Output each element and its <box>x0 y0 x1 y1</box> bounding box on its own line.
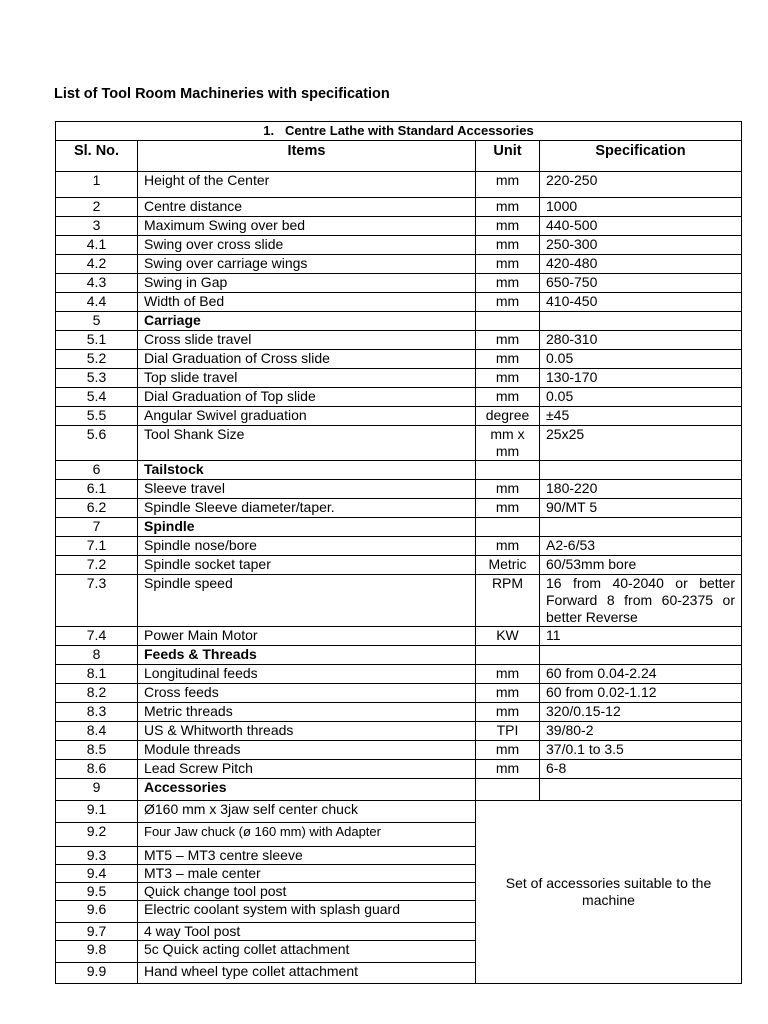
row-specification: 0.05 <box>540 350 742 369</box>
row-unit: mm <box>476 760 540 779</box>
row-number: 9.8 <box>56 941 138 963</box>
row-number: 4.3 <box>56 274 138 293</box>
header-items: Items <box>138 141 476 172</box>
row-number: 9 <box>56 779 138 801</box>
row-specification: 180-220 <box>540 480 742 499</box>
row-number: 5.4 <box>56 388 138 407</box>
row-unit: mm <box>476 293 540 312</box>
row-unit: mm <box>476 198 540 217</box>
row-number: 8.5 <box>56 741 138 760</box>
row-unit: mm <box>476 388 540 407</box>
accessory-rows <box>56 801 742 984</box>
row-unit: mm <box>476 703 540 722</box>
table-row <box>56 274 742 293</box>
row-item: Spindle Sleeve diameter/taper. <box>138 499 476 518</box>
row-item: Dial Graduation of Top slide <box>138 388 476 407</box>
row-item: Width of Bed <box>138 293 476 312</box>
group-heading: Tailstock <box>138 461 476 480</box>
section-title-text: Centre Lathe with Standard Accessories <box>284 123 534 138</box>
row-item: Centre distance <box>138 198 476 217</box>
row-item: Swing over carriage wings <box>138 255 476 274</box>
row-specification: 420-480 <box>540 255 742 274</box>
accessory-item: Ø160 mm x 3jaw self center chuck <box>138 801 476 823</box>
row-item: Swing in Gap <box>138 274 476 293</box>
row-unit: Metric <box>476 556 540 575</box>
row-unit: mm <box>476 480 540 499</box>
row-unit: mm <box>476 217 540 236</box>
table-row <box>56 537 742 556</box>
row-specification: 16 from 40-2040 or better Forward 8 from 60-2375 or better Reverse <box>540 575 742 627</box>
group-heading: Spindle <box>138 518 476 537</box>
row-unit: mm <box>476 255 540 274</box>
row-item: Spindle speed <box>138 575 476 627</box>
row-number: 9.9 <box>56 963 138 984</box>
row-unit <box>476 779 540 801</box>
accessory-item: Four Jaw chuck (ø 160 mm) with Adapter <box>138 823 476 847</box>
row-number: 5.1 <box>56 331 138 350</box>
row-unit: mm <box>476 741 540 760</box>
table-row <box>56 407 742 426</box>
table-row <box>56 760 742 779</box>
table-row <box>56 426 742 461</box>
group-heading: Carriage <box>138 312 476 331</box>
accessory-item: MT3 – male center <box>138 865 476 883</box>
table-row <box>56 722 742 741</box>
table-row <box>56 388 742 407</box>
accessory-row <box>56 801 742 823</box>
row-number: 5 <box>56 312 138 331</box>
row-unit <box>476 518 540 537</box>
table-row <box>56 779 742 801</box>
table-row <box>56 217 742 236</box>
group-heading: Accessories <box>138 779 476 801</box>
row-specification: 440-500 <box>540 217 742 236</box>
spec-rows <box>56 172 742 801</box>
accessory-item: Quick change tool post <box>138 883 476 901</box>
row-item: Module threads <box>138 741 476 760</box>
column-header-row <box>56 141 742 172</box>
row-specification: 25x25 <box>540 426 742 461</box>
section-header-row <box>56 122 742 141</box>
row-number: 2 <box>56 198 138 217</box>
row-specification: 39/80-2 <box>540 722 742 741</box>
row-specification <box>540 518 742 537</box>
row-specification: 0.05 <box>540 388 742 407</box>
row-item: Top slide travel <box>138 369 476 388</box>
row-number: 9.1 <box>56 801 138 823</box>
spec-table <box>55 121 742 984</box>
row-number: 9.6 <box>56 901 138 923</box>
accessories-specification: Set of accessories suitable to the machine <box>476 801 742 984</box>
table-row <box>56 236 742 255</box>
row-number: 8.2 <box>56 684 138 703</box>
row-number: 8.4 <box>56 722 138 741</box>
table-row <box>56 461 742 480</box>
row-item: Angular Swivel graduation <box>138 407 476 426</box>
table-row <box>56 646 742 665</box>
table-row <box>56 627 742 646</box>
row-specification <box>540 312 742 331</box>
row-unit: mm <box>476 499 540 518</box>
row-item: Longitudinal feeds <box>138 665 476 684</box>
document-title: List of Tool Room Machineries with specification <box>54 86 390 102</box>
row-unit: mm <box>476 369 540 388</box>
row-item: Height of the Center <box>138 172 476 198</box>
row-number: 8.3 <box>56 703 138 722</box>
row-unit <box>476 461 540 480</box>
row-number: 5.6 <box>56 426 138 461</box>
table-row <box>56 198 742 217</box>
row-item: Sleeve travel <box>138 480 476 499</box>
row-number: 9.4 <box>56 865 138 883</box>
row-number: 8.6 <box>56 760 138 779</box>
row-number: 1 <box>56 172 138 198</box>
row-unit: mm <box>476 537 540 556</box>
row-specification <box>540 646 742 665</box>
header-unit: Unit <box>476 141 540 172</box>
row-item: Cross feeds <box>138 684 476 703</box>
header-sl-no: Sl. No. <box>56 141 138 172</box>
row-item: US & Whitworth threads <box>138 722 476 741</box>
row-specification: 6-8 <box>540 760 742 779</box>
header-specification: Specification <box>540 141 742 172</box>
row-specification: 280-310 <box>540 331 742 350</box>
row-number: 5.3 <box>56 369 138 388</box>
table-row <box>56 293 742 312</box>
row-item: Metric threads <box>138 703 476 722</box>
row-unit: mm <box>476 274 540 293</box>
table-row <box>56 312 742 331</box>
section-title <box>56 122 742 141</box>
row-item: Swing over cross slide <box>138 236 476 255</box>
accessory-item: 5c Quick acting collet attachment <box>138 941 476 963</box>
row-item: Maximum Swing over bed <box>138 217 476 236</box>
table-row <box>56 703 742 722</box>
row-unit: degree <box>476 407 540 426</box>
table-row <box>56 665 742 684</box>
row-number: 7.1 <box>56 537 138 556</box>
row-number: 9.3 <box>56 847 138 865</box>
table-row <box>56 369 742 388</box>
row-unit: KW <box>476 627 540 646</box>
table-row <box>56 350 742 369</box>
row-number: 6.2 <box>56 499 138 518</box>
row-item: Spindle socket taper <box>138 556 476 575</box>
row-unit: RPM <box>476 575 540 627</box>
row-number: 6.1 <box>56 480 138 499</box>
row-number: 9.7 <box>56 923 138 941</box>
row-item: Dial Graduation of Cross slide <box>138 350 476 369</box>
row-number: 3 <box>56 217 138 236</box>
accessory-item: MT5 – MT3 centre sleeve <box>138 847 476 865</box>
section-number: 1. <box>263 123 275 138</box>
table-row <box>56 741 742 760</box>
row-item: Tool Shank Size <box>138 426 476 461</box>
table-row <box>56 684 742 703</box>
row-specification: 60 from 0.02-1.12 <box>540 684 742 703</box>
table-row <box>56 172 742 198</box>
accessory-item: Hand wheel type collet attachment <box>138 963 476 984</box>
row-specification: 320/0.15-12 <box>540 703 742 722</box>
row-number: 9.2 <box>56 823 138 847</box>
row-number: 5.5 <box>56 407 138 426</box>
row-unit <box>476 312 540 331</box>
row-item: Spindle nose/bore <box>138 537 476 556</box>
table-row <box>56 518 742 537</box>
row-number: 7.2 <box>56 556 138 575</box>
row-unit: mm <box>476 236 540 255</box>
table-row <box>56 499 742 518</box>
row-specification <box>540 461 742 480</box>
row-specification: 1000 <box>540 198 742 217</box>
row-number: 6 <box>56 461 138 480</box>
row-specification: 410-450 <box>540 293 742 312</box>
row-number: 5.2 <box>56 350 138 369</box>
row-specification: 220-250 <box>540 172 742 198</box>
table-row <box>56 480 742 499</box>
row-unit <box>476 646 540 665</box>
table-row <box>56 575 742 627</box>
row-unit: mm <box>476 172 540 198</box>
row-specification: A2-6/53 <box>540 537 742 556</box>
row-number: 4.4 <box>56 293 138 312</box>
accessory-item: Electric coolant system with splash guard <box>138 901 476 923</box>
row-specification: 37/0.1 to 3.5 <box>540 741 742 760</box>
row-number: 7.3 <box>56 575 138 627</box>
table-row <box>56 556 742 575</box>
row-number: 4.2 <box>56 255 138 274</box>
row-unit: TPI <box>476 722 540 741</box>
row-specification: 650-750 <box>540 274 742 293</box>
row-specification: 60 from 0.04-2.24 <box>540 665 742 684</box>
table-row <box>56 255 742 274</box>
row-number: 8.1 <box>56 665 138 684</box>
accessory-item: 4 way Tool post <box>138 923 476 941</box>
row-unit: mm <box>476 684 540 703</box>
row-specification: ±45 <box>540 407 742 426</box>
row-unit: mm <box>476 350 540 369</box>
row-item: Cross slide travel <box>138 331 476 350</box>
row-specification: 130-170 <box>540 369 742 388</box>
row-number: 7.4 <box>56 627 138 646</box>
row-specification: 90/MT 5 <box>540 499 742 518</box>
row-specification: 11 <box>540 627 742 646</box>
row-unit: mm <box>476 331 540 350</box>
row-item: Lead Screw Pitch <box>138 760 476 779</box>
row-number: 4.1 <box>56 236 138 255</box>
row-specification: 60/53mm bore <box>540 556 742 575</box>
row-unit: mm <box>476 665 540 684</box>
row-number: 7 <box>56 518 138 537</box>
table-row <box>56 331 742 350</box>
group-heading: Feeds & Threads <box>138 646 476 665</box>
row-unit: mm x mm <box>476 426 540 461</box>
row-number: 9.5 <box>56 883 138 901</box>
row-specification <box>540 779 742 801</box>
row-specification: 250-300 <box>540 236 742 255</box>
row-item: Power Main Motor <box>138 627 476 646</box>
row-number: 8 <box>56 646 138 665</box>
